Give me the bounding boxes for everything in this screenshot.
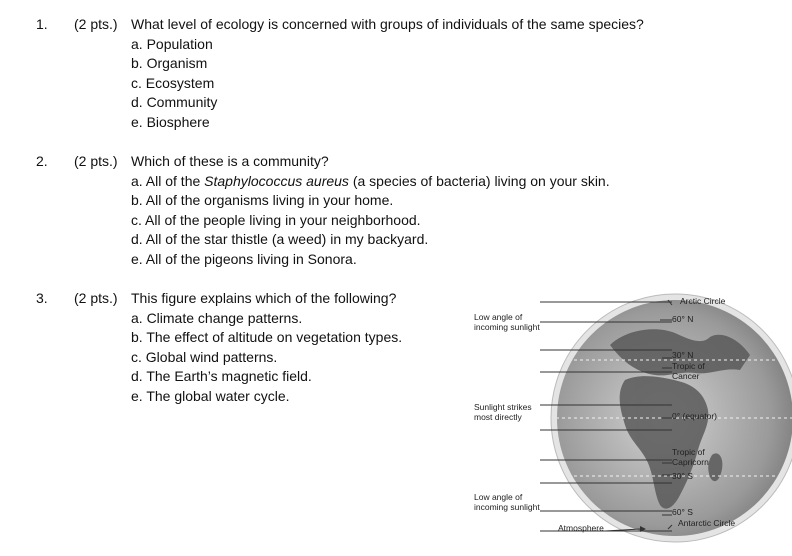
question-points: (2 pts.) bbox=[74, 290, 118, 306]
atmosphere-label: Atmosphere bbox=[558, 523, 604, 533]
question-text: This figure explains which of the following? bbox=[131, 290, 397, 306]
lat-30n-label: 30° N bbox=[672, 350, 694, 360]
question-text: What level of ecology is concerned with groups of individuals of the same species? bbox=[131, 16, 644, 32]
label-line: Cancer bbox=[672, 371, 700, 381]
question-number: 2. bbox=[36, 153, 48, 169]
option-e: e. Biosphere bbox=[131, 114, 210, 130]
tropic-capricorn-label bbox=[672, 447, 709, 467]
label-line: Tropic of bbox=[672, 361, 705, 371]
question-points: (2 pts.) bbox=[74, 153, 118, 169]
equator-label: 0° (equator) bbox=[672, 411, 717, 421]
label-line: Sunlight strikes bbox=[474, 402, 532, 412]
label-line: most directly bbox=[474, 412, 522, 422]
label-line: incoming sunlight bbox=[474, 322, 540, 332]
option-c: c. All of the people living in your neighborhood. bbox=[131, 212, 421, 228]
option-a-prefix: a. All of the bbox=[131, 173, 205, 189]
label-line: incoming sunlight bbox=[474, 502, 540, 512]
label-line: Low angle of bbox=[474, 312, 523, 322]
option-e: e. All of the pigeons living in Sonora. bbox=[131, 251, 357, 267]
option-a: a. Population bbox=[131, 36, 213, 52]
option-c: c. Global wind patterns. bbox=[131, 349, 278, 365]
question-number: 1. bbox=[36, 16, 48, 32]
option-a bbox=[131, 171, 610, 191]
label-line: Low angle of bbox=[474, 492, 523, 502]
direct-sunlight-label bbox=[474, 402, 532, 422]
option-b: b. Organism bbox=[131, 55, 208, 71]
option-c: c. Ecosystem bbox=[131, 75, 215, 91]
tropic-cancer-label bbox=[672, 361, 705, 381]
option-e: e. The global water cycle. bbox=[131, 388, 290, 404]
label-line: Capricorn bbox=[672, 457, 709, 467]
arctic-circle-label: Arctic Circle bbox=[680, 296, 726, 306]
sunlight-earth-figure bbox=[440, 285, 792, 551]
low-angle-top-label bbox=[474, 312, 540, 332]
option-a-species: Staphylococcus aureus bbox=[204, 173, 349, 189]
option-d: d. All of the star thistle (a weed) in my backyard. bbox=[131, 231, 429, 247]
question-number: 3. bbox=[36, 290, 48, 306]
question-points: (2 pts.) bbox=[74, 16, 118, 32]
option-d: d. The Earth’s magnetic field. bbox=[131, 368, 312, 384]
lat-60n-label: 60° N bbox=[672, 314, 694, 324]
option-b: b. All of the organisms living in your home. bbox=[131, 192, 394, 208]
option-d: d. Community bbox=[131, 94, 218, 110]
option-a: a. Climate change patterns. bbox=[131, 310, 303, 326]
low-angle-bottom-label bbox=[474, 492, 540, 512]
label-line: Tropic of bbox=[672, 447, 705, 457]
question-text: Which of these is a community? bbox=[131, 153, 329, 169]
antarctic-circle-label: Antarctic Circle bbox=[678, 518, 736, 528]
option-a-suffix: (a species of bacteria) living on your skin. bbox=[348, 173, 610, 189]
option-b: b. The effect of altitude on vegetation types. bbox=[131, 329, 403, 345]
lat-30s-label: 30° S bbox=[672, 471, 693, 481]
lat-60s-label: 60° S bbox=[672, 507, 693, 517]
